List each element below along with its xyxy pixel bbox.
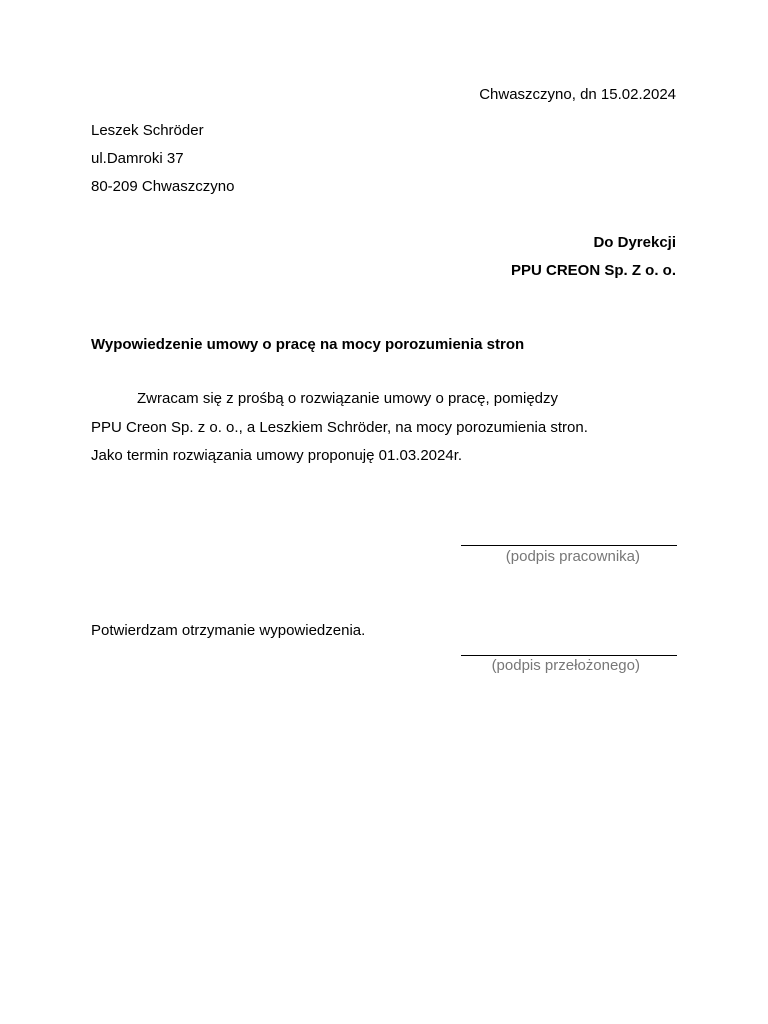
body-line-2: PPU Creon Sp. z o. o., a Leszkiem Schröder, na mocy porozumienia stron. [91,419,588,436]
sender-city: 80-209 Chwaszczyno [91,178,235,195]
body-line-1: Zwracam się z prośbą o rozwiązanie umowy o pracę, pomiędzy [137,390,559,407]
body-line-3: Jako termin rozwiązania umowy proponuję 01.03.2024r. [91,447,463,464]
sender-street: ul.Damroki 37 [91,150,184,167]
supervisor-signature-caption: (podpis przełożonego) [491,657,640,674]
sender-name: Leszek Schröder [91,122,204,139]
employee-signature-caption: (podpis pracownika) [505,548,640,565]
supervisor-signature-line [461,655,677,656]
confirmation-text: Potwierdzam otrzymanie wypowiedzenia. [91,622,366,639]
employee-signature-line [461,545,677,546]
letter-subject: Wypowiedzenie umowy o pracę na mocy porozumienia stron [91,336,525,353]
recipient-line-1: Do Dyrekcji [593,234,676,251]
place-date: Chwaszczyno, dn 15.02.2024 [479,86,676,103]
recipient-line-2: PPU CREON Sp. Z o. o. [510,262,676,279]
